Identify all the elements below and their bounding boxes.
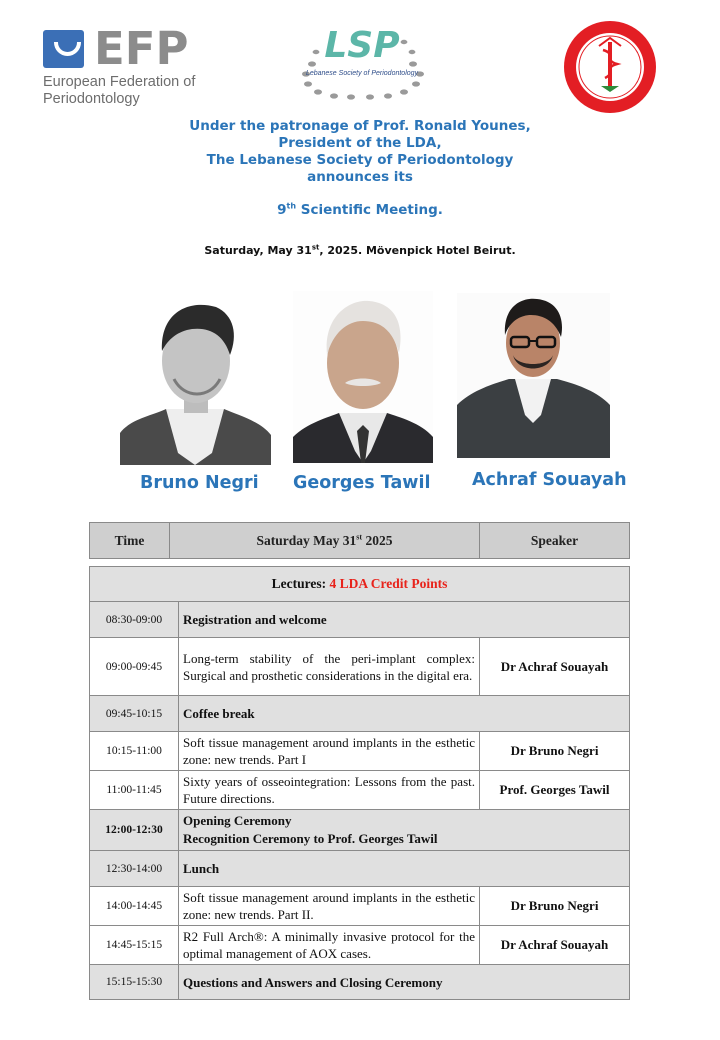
recognition-ceremony-label: Recognition Ceremony to Prof. Georges Tawil xyxy=(183,831,438,846)
row-time: 14:00-14:45 xyxy=(90,887,179,926)
intro-line-2: President of the LDA, xyxy=(278,135,442,151)
table-row xyxy=(90,638,630,696)
header-day xyxy=(170,523,480,559)
header-day-suffix: st xyxy=(356,532,363,541)
intro-line-4: announces its xyxy=(307,169,413,185)
row-title: Soft tissue management around implants in the esthetic zone: new trends. Part I xyxy=(179,732,480,771)
header-speaker: Speaker xyxy=(480,523,630,559)
row-time: 08:30-09:00 xyxy=(90,602,179,638)
row-time: 12:30-14:00 xyxy=(90,851,179,887)
meeting-name: Scientific Meeting. xyxy=(296,202,443,218)
header-day-text: Saturday May 31 xyxy=(256,532,357,548)
row-title: Coffee break xyxy=(179,696,630,732)
row-time: 15:15-15:30 xyxy=(90,965,179,1000)
meeting-number-suffix: th xyxy=(286,201,297,211)
lda-seal-icon xyxy=(563,20,657,114)
efp-logo-mark xyxy=(43,30,84,68)
row-time: 12:00-12:30 xyxy=(90,810,179,851)
header-time: Time xyxy=(90,523,170,559)
table-row xyxy=(90,732,630,771)
speaker-name-georges-tawil: Georges Tawil xyxy=(293,473,431,493)
opening-ceremony-label: Opening Ceremony xyxy=(183,813,292,828)
speaker-name-achraf-souayah: Achraf Souayah xyxy=(472,470,627,490)
row-title: Registration and welcome xyxy=(179,602,630,638)
row-title: Lunch xyxy=(179,851,630,887)
row-speaker: Prof. Georges Tawil xyxy=(480,771,630,810)
row-title: Questions and Answers and Closing Ceremony xyxy=(179,965,630,1000)
schedule-header-table xyxy=(89,522,630,559)
row-time: 09:45-10:15 xyxy=(90,696,179,732)
efp-logo-text: EFP xyxy=(94,22,189,75)
speaker-photo-bruno-negri xyxy=(120,293,271,465)
row-speaker: Dr Bruno Negri xyxy=(480,732,630,771)
table-row xyxy=(90,965,630,1000)
lectures-cell xyxy=(90,567,630,602)
row-title: Long-term stability of the peri-implant complex: Surgical and prosthetic considerations in the digital era. xyxy=(179,638,480,696)
row-speaker: Dr Bruno Negri xyxy=(480,887,630,926)
program-table xyxy=(89,566,630,1000)
row-speaker: Dr Achraf Souayah xyxy=(480,638,630,696)
event-date-venue xyxy=(0,244,720,257)
intro-line-3: The Lebanese Society of Periodontology xyxy=(206,152,514,168)
header-day-year: 2025 xyxy=(362,532,393,548)
intro-text xyxy=(0,118,720,186)
intro-line-1: Under the patronage of Prof. Ronald Younes, xyxy=(189,118,531,134)
table-row xyxy=(90,887,630,926)
row-time: 11:00-11:45 xyxy=(90,771,179,810)
lsp-logo xyxy=(292,24,432,102)
row-time: 14:45-15:15 xyxy=(90,926,179,965)
table-row xyxy=(90,771,630,810)
table-row xyxy=(90,810,630,851)
table-row xyxy=(90,602,630,638)
date-suffix: st xyxy=(311,243,320,252)
row-title xyxy=(179,810,630,851)
row-speaker: Dr Achraf Souayah xyxy=(480,926,630,965)
meeting-number: 9 xyxy=(277,202,287,218)
row-time: 09:00-09:45 xyxy=(90,638,179,696)
credit-points: 4 LDA Credit Points xyxy=(329,576,448,591)
lectures-label: Lectures: xyxy=(271,576,330,591)
schedule-header-row xyxy=(90,523,630,559)
meeting-title xyxy=(0,202,720,218)
row-title: Sixty years of osseointegration: Lessons from the past. Future directions. xyxy=(179,771,480,810)
lsp-logo-subtitle: Lebanese Society of Periodontology xyxy=(305,70,419,77)
table-row xyxy=(90,696,630,732)
row-time: 10:15-11:00 xyxy=(90,732,179,771)
speaker-name-bruno-negri: Bruno Negri xyxy=(140,473,259,493)
date-text: Saturday, May 31 xyxy=(204,244,312,257)
speaker-photo-georges-tawil xyxy=(293,291,433,463)
efp-logo-subtitle: European Federation of Periodontology xyxy=(43,74,196,107)
speaker-photo-achraf-souayah xyxy=(457,293,610,458)
row-title: R2 Full Arch®: A minimally invasive protocol for the optimal management of AOX cases. xyxy=(179,926,480,965)
row-title: Soft tissue management around implants in the esthetic zone: new trends. Part II. xyxy=(179,887,480,926)
table-row xyxy=(90,851,630,887)
table-row xyxy=(90,926,630,965)
lsp-logo-text: LSP xyxy=(324,25,400,66)
venue-text: , 2025. Mövenpick Hotel Beirut. xyxy=(319,244,516,257)
lectures-row xyxy=(90,567,630,602)
